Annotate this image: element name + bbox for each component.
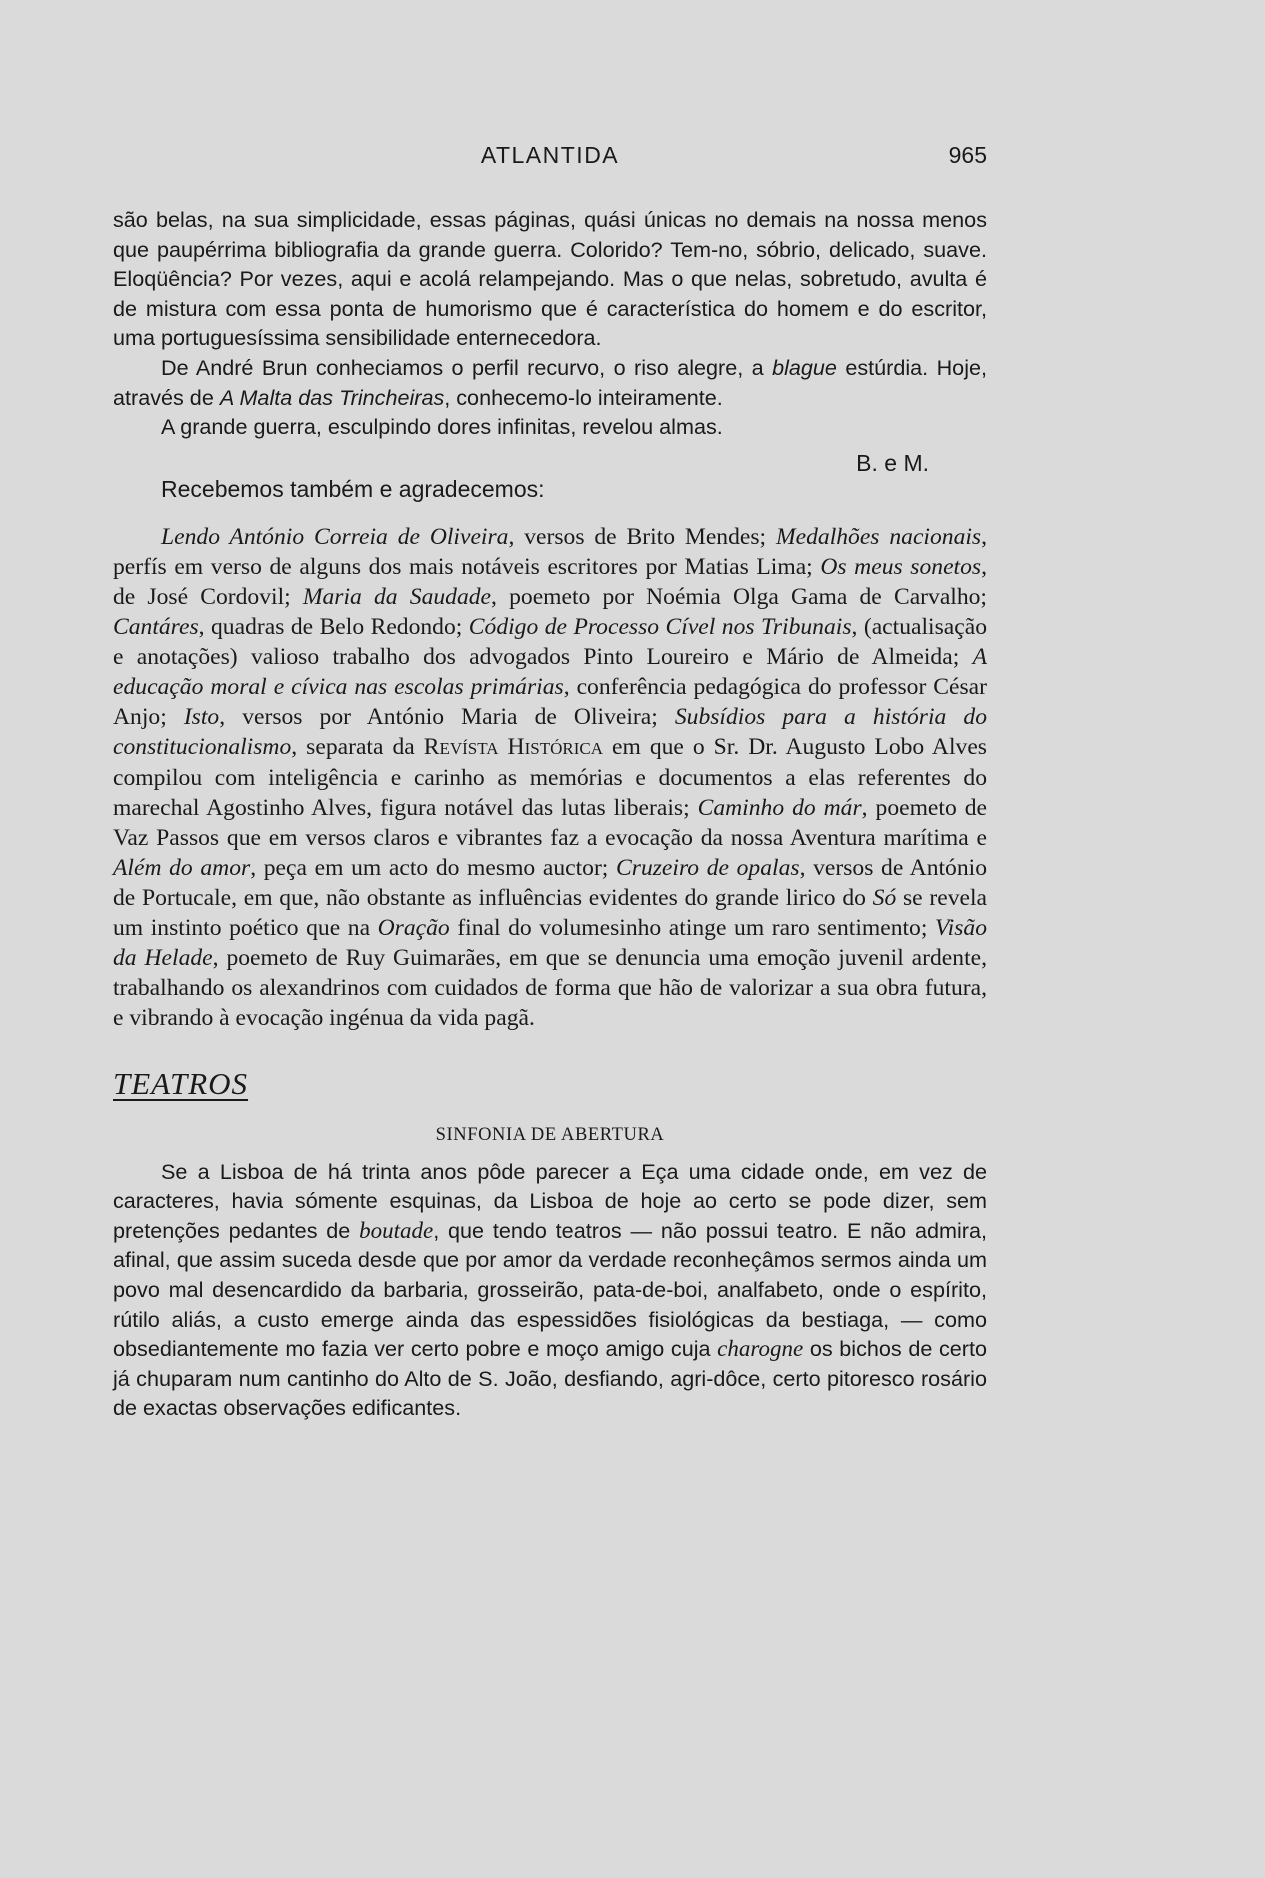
received-text: , versos de António de Portucale, em que, não obstante as influências evidentes do grande lirico do bbox=[113, 854, 987, 911]
received-text: se revela um instinto poético que na bbox=[113, 884, 987, 941]
received-heading: Recebemos também e agradecemos: bbox=[161, 475, 545, 502]
received-text: , poemeto de Vaz Passos que em versos claros e vibrantes faz a evocação da nossa Aventura marítima e bbox=[113, 794, 987, 851]
teatros-text-a: Se a Lisboa de há trinta anos pôde parecer a Eça uma cidade onde, em vez de caracteres, havia sómente esquinas, da Lisboa de hoje ao certo se pode dizer, sem pretenções pedantes de bbox=[113, 1158, 987, 1243]
review-p2-text-c: , conhecemo-lo inteiramente. bbox=[444, 384, 723, 410]
received-title: Medalhões nacionais bbox=[775, 523, 982, 550]
received-text: em que o Sr. Dr. Augusto Lobo Alves compilou com inteligência e carinho as memórias e documentos a elas referentes do marechal Agostinho Alves, figura notável das lutas liberais; bbox=[113, 734, 987, 821]
received-text: , perfís em verso de alguns dos mais notáveis escritores por Matias Lima; bbox=[113, 523, 988, 580]
received-text: , (actualisação e anotações) valioso trabalho dos advogados Pinto Loureiro e Mário de Almeida; bbox=[113, 614, 987, 671]
received-title: Oração bbox=[377, 914, 450, 941]
received-title: Só bbox=[872, 884, 897, 911]
received-text: , de José Cordovil; bbox=[113, 553, 987, 610]
received-text: , poemeto por Noémia Olga Gama de Carvalho; bbox=[491, 583, 987, 610]
received-title: Além do amor bbox=[113, 854, 251, 881]
received-text: , poemeto de Ruy Guimarães, em que se denuncia uma emoção juvenil ardente, trabalhando os alexandrinos com cuidados de forma que hão de valorizar a sua obra futura, e vibrando à evocação ingénua da vida pagã. bbox=[113, 945, 987, 1032]
review-paragraph-2 bbox=[113, 353, 987, 412]
running-title: ATLANTIDA bbox=[480, 142, 620, 168]
received-title: A educação moral e cívica nas escolas primárias bbox=[113, 644, 987, 701]
received-list-paragraph bbox=[113, 522, 987, 1034]
review-p2-italic-blague: blague bbox=[772, 354, 837, 380]
received-title: Cruzeiro de opalas bbox=[616, 854, 800, 881]
journal-name-small-caps: Revísta Histórica bbox=[423, 734, 603, 761]
received-title: Lendo António Correia de Oliveira bbox=[161, 523, 509, 550]
received-title: Código de Processo Cível nos Tribunais bbox=[468, 614, 852, 641]
review-paragraph-1: são belas, na sua simplicidade, essas páginas, quási únicas no demais na nossa menos que paupérrima bibliografia da grande guerra. Colorido? Tem-no, sóbrio, delicado, suave. Eloqüência? Por vezes, aqui e acolá relampejando. Mas o que nelas, sobretudo, avulta é de mistura com essa ponta de humorismo que é característica do homem e do escritor, uma portuguesíssima sensibilidade enternecedora. bbox=[113, 207, 987, 351]
received-title: Cantáres bbox=[113, 614, 199, 641]
received-title: Subsídios para a história do constitucionalismo bbox=[113, 704, 987, 761]
page-body bbox=[113, 205, 987, 1444]
review-p2-text-b: estúrdia. Hoje, através de bbox=[113, 354, 987, 410]
teatros-text-c: os bichos de certo já chuparam num cantinho do Alto de S. João, desfiando, agri-dôce, certo pitoresco rosário de exactas observações edificantes. bbox=[113, 1336, 987, 1421]
received-text: final do volumesinho atinge um raro sentimento; bbox=[449, 914, 935, 941]
review-p2-text-a: De André Brun conheciamos o perfil recurvo, o riso alegre, a bbox=[161, 354, 773, 380]
received-title: Visão da Helade bbox=[113, 914, 987, 972]
review-paragraph-3: A grande guerra, esculpindo dores infinitas, revelou almas. bbox=[161, 414, 723, 440]
section-subtitle: SINFONIA DE ABERTURA bbox=[435, 1124, 665, 1145]
received-text: , separata da bbox=[291, 734, 424, 761]
page-number: 965 bbox=[948, 142, 987, 168]
received-text: , peça em um acto do mesmo auctor; bbox=[250, 854, 617, 881]
section-title-teatros: TEATROS bbox=[113, 1066, 249, 1102]
received-title: Caminho do már bbox=[697, 794, 862, 821]
received-text: , versos de Brito Mendes; bbox=[508, 523, 776, 550]
teatros-text-b: , que tendo teatros — não possui teatro. E não admira, afinal, que assim suceda desde que por amor da verdade reconheçâmos sermos ainda um povo mal desencardido da barbaria, grosseirão, pata-de-boi, analfabeto, onde o espírito, rútilo aliás, a custo emerge ainda das espessidões fisiológicas da bestiaga, — como obsediantemente mo fazia ver certo pobre e moço amigo cuja bbox=[113, 1217, 987, 1362]
page-header bbox=[113, 142, 987, 176]
teatros-italic-charogne: charogne bbox=[717, 1336, 804, 1362]
received-title: Isto bbox=[183, 704, 220, 731]
teatros-paragraph bbox=[113, 1157, 987, 1423]
received-text: , versos por António Maria de Oliveira; bbox=[219, 704, 675, 731]
teatros-italic-boutade: boutade bbox=[359, 1217, 434, 1243]
received-text: , quadras de Belo Redondo; bbox=[198, 614, 469, 641]
received-title: Os meus sonetos bbox=[820, 553, 982, 580]
received-text: , conferência pedagógica do professor César Anjo; bbox=[113, 674, 987, 731]
review-p2-italic-book-title: A Malta das Trincheiras bbox=[219, 384, 445, 410]
received-title: Maria da Saudade bbox=[302, 583, 492, 610]
review-signature: B. e M. bbox=[856, 449, 929, 476]
